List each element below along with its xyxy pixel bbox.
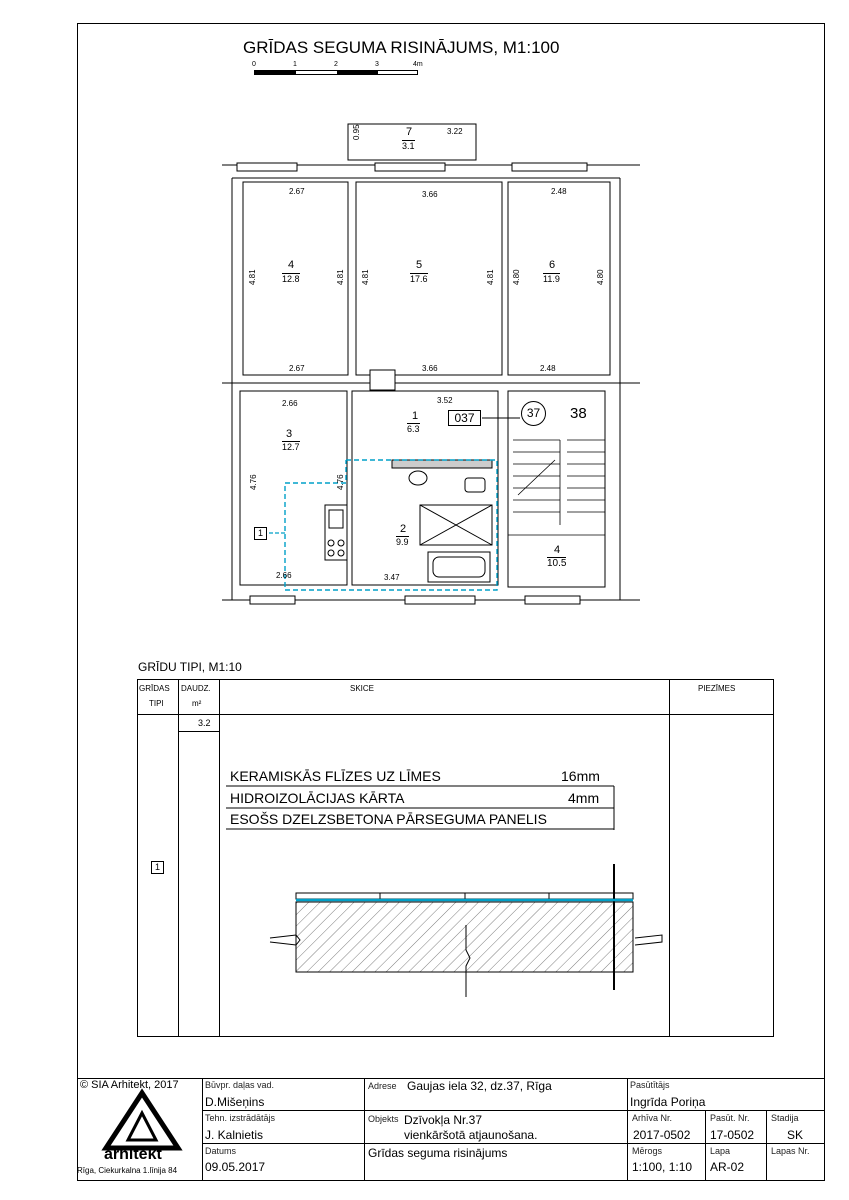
room-2-number: 2 [400,523,407,535]
scale-tick: 1 [293,61,297,68]
scale-value: 1:100, 1:10 [632,1160,693,1174]
sheet-value: AR-02 [710,1160,745,1174]
room-4-dim-top: 2.67 [289,187,305,196]
archive-label: Arhīva Nr. [632,1113,673,1123]
company-address: Rīga, Ciekurkalna 1.līnija 84 [77,1166,178,1175]
col-sketch-header: SKICE [350,684,375,693]
object-label: Objekts [368,1114,399,1124]
col-type-header-2: TIPI [149,699,164,708]
room-4-dim-right: 4.81 [336,269,345,285]
scale-tick: 0 [252,61,256,68]
order-value: 17-0502 [710,1128,755,1142]
object-value-1: Dzīvokļa Nr.37 [404,1113,483,1127]
apartment-38-label: 38 [570,405,587,422]
room-7-area: 3.1 [402,141,415,151]
room-1-area: 6.3 [407,424,420,434]
layer-2-name: HIDROIZOLĀCIJAS KĀRTA [230,790,405,806]
archive-value: 2017-0502 [633,1128,691,1142]
copyright: © SIA Arhitekt, 2017 [80,1079,179,1091]
stage-label: Stadija [771,1113,799,1123]
scale-tick: 3 [375,61,379,68]
col-qty-header-1: DAUDZ. [181,684,211,693]
room-4-number: 4 [288,259,295,271]
room-3-dim-bottom: 2.66 [276,571,292,580]
stair-room-number: 4 [554,544,561,556]
stage-value: SK [787,1128,804,1142]
apartment-tag: 037 [448,410,481,426]
date-label: Datums [205,1146,237,1156]
room-2-area: 9.9 [396,537,409,547]
row-quantity: 3.2 [198,718,211,728]
room-3-area: 12.7 [282,442,300,452]
room-3-dim-top: 2.66 [282,399,298,408]
scale-tick: 4m [413,61,423,68]
room-4-dim-left: 4.81 [248,269,257,285]
date-value: 09.05.2017 [205,1160,266,1174]
room-4-dim-bottom: 2.67 [289,364,305,373]
room-7-dim-left: 0.95 [352,124,361,140]
room-5-dim-top: 3.66 [422,190,438,199]
room-6-dim-right: 4.80 [596,269,605,285]
object-value-2: vienkāršotā atjaunošana. [404,1128,538,1142]
col-type-header-1: GRĪDAS [139,684,170,693]
layer-1-thickness: 16mm [561,768,600,784]
author-value: J. Kalnietis [205,1128,264,1142]
head-label: Būvpr. daļas vad. [205,1080,275,1090]
room-5-dim-right: 4.81 [486,269,495,285]
col-notes-header: PIEZĪMES [698,684,736,693]
sheet-label: Lapa [710,1146,731,1156]
room-1-dim-top: 3.52 [437,396,453,405]
layer-1-name: KERAMISKĀS FLĪZES UZ LĪMES [230,768,441,784]
room-4-area: 12.8 [282,274,300,284]
room-3-dim-left: 4.76 [249,474,258,490]
layer-2-thickness: 4mm [568,790,600,806]
apartment-circle-marker: 37 [521,401,546,426]
address-value: Gaujas iela 32, dz.37, Rīga [407,1079,552,1093]
plan-title: GRĪDAS SEGUMA RISINĀJUMS, M1:100 [243,38,560,57]
author-label: Tehn. izstrādātājs [205,1113,276,1123]
room-7-number: 7 [406,126,413,138]
sheet-title: Grīdas seguma risinājums [368,1146,508,1160]
room-6-number: 6 [549,259,556,271]
row-type-marker: 1 [151,861,164,874]
layer-3-name: ESOŠS DZELZSBETONA PĀRSEGUMA PANELIS [230,811,547,827]
stair-room-area: 10.5 [547,558,567,569]
scale-label: Mērogs [632,1146,663,1156]
col-qty-header-2: m² [192,699,202,708]
room-1-number: 1 [412,410,419,422]
room-6-dim-top: 2.48 [551,187,567,196]
client-value: Ingrīda Poriņa [630,1095,706,1109]
address-label: Adrese [368,1081,397,1091]
room-7-dim-top: 3.22 [447,127,463,136]
order-label: Pasūt. Nr. [710,1113,750,1123]
logo-text: arhitekt [104,1146,162,1163]
head-value: D.Mišeņins [205,1095,265,1109]
room-3-number: 3 [286,428,293,440]
client-label: Pasūtītājs [630,1080,670,1090]
sheets-label: Lapas Nr. [771,1146,810,1156]
room-5-number: 5 [416,259,423,271]
room-5-dim-left: 4.81 [361,269,370,285]
room-2-dim-bottom: 3.47 [384,573,400,582]
room-6-dim-bottom: 2.48 [540,364,556,373]
room-6-dim-left: 4.80 [512,269,521,285]
room-6-area: 11.9 [543,274,560,284]
room-5-dim-bottom: 3.66 [422,364,438,373]
room-5-area: 17.6 [410,274,428,284]
types-title: GRĪDU TIPI, M1:10 [138,660,242,674]
room-3-dim-right: 4.76 [336,474,345,490]
scale-tick: 2 [334,61,338,68]
floor-type-marker-plan: 1 [254,527,267,540]
